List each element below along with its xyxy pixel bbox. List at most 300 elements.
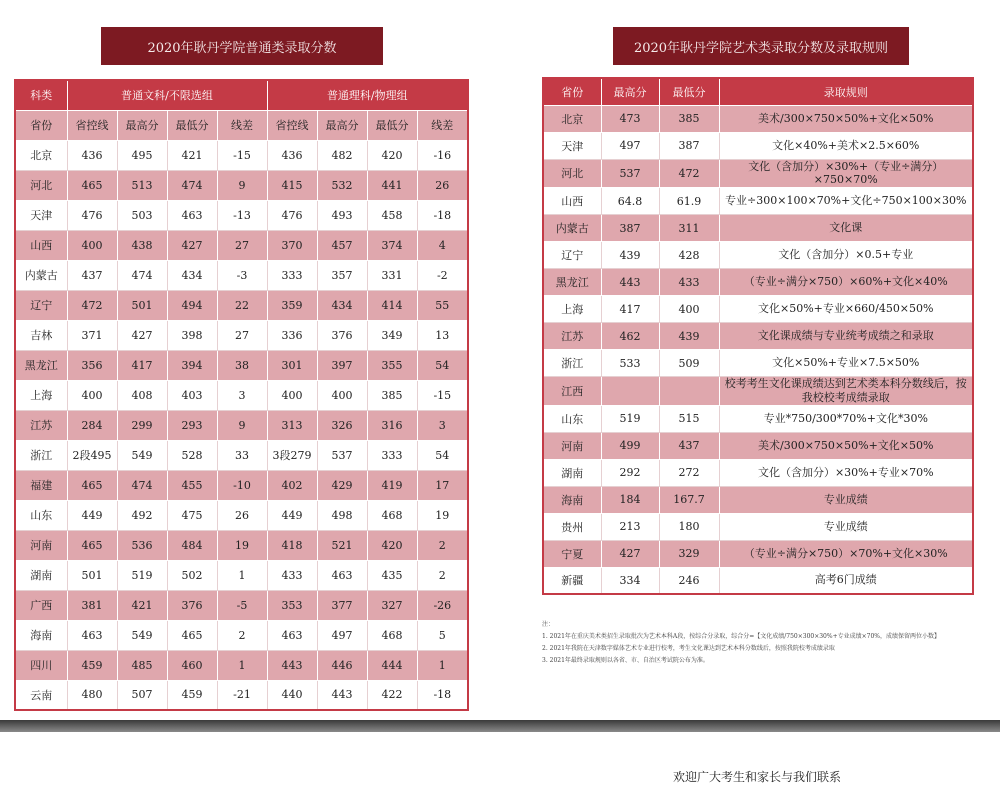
score-cell: 528 xyxy=(167,440,217,470)
province-cell: 浙江 xyxy=(15,440,67,470)
min-score-cell: 515 xyxy=(659,405,719,432)
province-cell: 江西 xyxy=(543,377,601,406)
score-cell: 55 xyxy=(417,290,468,320)
score-cell: 3 xyxy=(217,380,267,410)
score-cell: 402 xyxy=(267,470,317,500)
province-cell: 河南 xyxy=(543,432,601,459)
rule-cell: 文化（含加分）×30%+（专业÷满分）×750×70% xyxy=(719,159,973,188)
score-cell: 463 xyxy=(67,620,117,650)
rule-cell: 文化课成绩与专业统考成绩之和录取 xyxy=(719,323,973,350)
column-header-row xyxy=(15,110,468,140)
score-cell: 465 xyxy=(67,470,117,500)
category-header: 科类 xyxy=(15,80,67,110)
score-cell: 19 xyxy=(217,530,267,560)
rule-cell: 专业成绩 xyxy=(719,486,973,513)
score-cell: 400 xyxy=(317,380,367,410)
score-cell: 495 xyxy=(117,140,167,170)
score-cell: 441 xyxy=(367,170,417,200)
province-cell: 福建 xyxy=(15,470,67,500)
min-score-cell: 437 xyxy=(659,432,719,459)
score-cell: 482 xyxy=(317,140,367,170)
score-cell: 443 xyxy=(267,650,317,680)
score-cell: 327 xyxy=(367,590,417,620)
score-cell: 355 xyxy=(367,350,417,380)
score-cell: 465 xyxy=(67,170,117,200)
province-cell: 山东 xyxy=(543,405,601,432)
score-cell: 493 xyxy=(317,200,367,230)
max-score-cell: 184 xyxy=(601,486,659,513)
score-cell: 299 xyxy=(117,410,167,440)
left-title-banner xyxy=(101,27,383,65)
score-cell: 377 xyxy=(317,590,367,620)
column-header: 线差 xyxy=(417,110,468,140)
min-score-cell: 61.9 xyxy=(659,188,719,215)
table-row xyxy=(543,323,973,350)
score-cell: 419 xyxy=(367,470,417,500)
score-cell: 326 xyxy=(317,410,367,440)
score-cell: -26 xyxy=(417,590,468,620)
score-cell: 414 xyxy=(367,290,417,320)
max-score-cell: 439 xyxy=(601,242,659,269)
province-cell: 上海 xyxy=(15,380,67,410)
notes xyxy=(542,619,972,667)
score-cell: 443 xyxy=(317,680,367,710)
rule-cell: 文化课 xyxy=(719,215,973,242)
score-cell: 513 xyxy=(117,170,167,200)
min-score-cell: 167.7 xyxy=(659,486,719,513)
score-cell: 476 xyxy=(67,200,117,230)
score-cell: 463 xyxy=(267,620,317,650)
contact-footer: 欢迎广大考生和家长与我们联系 xyxy=(673,770,842,784)
table-row xyxy=(15,380,468,410)
score-cell: 440 xyxy=(267,680,317,710)
province-cell: 山西 xyxy=(15,230,67,260)
score-cell: 357 xyxy=(317,260,367,290)
province-cell: 天津 xyxy=(15,200,67,230)
province-cell: 内蒙古 xyxy=(543,215,601,242)
province-cell: 江苏 xyxy=(15,410,67,440)
column-header: 最低分 xyxy=(659,78,719,105)
score-cell: -16 xyxy=(417,140,468,170)
min-score-cell: 329 xyxy=(659,540,719,567)
score-cell: 537 xyxy=(317,440,367,470)
score-cell: 333 xyxy=(367,440,417,470)
score-cell: 501 xyxy=(67,560,117,590)
province-cell: 河南 xyxy=(15,530,67,560)
score-cell: 27 xyxy=(217,230,267,260)
table-row xyxy=(15,410,468,440)
table-row xyxy=(15,560,468,590)
score-cell: 376 xyxy=(317,320,367,350)
score-cell: -15 xyxy=(217,140,267,170)
table-row xyxy=(15,470,468,500)
max-score-cell: 499 xyxy=(601,432,659,459)
score-cell: 3段279 xyxy=(267,440,317,470)
province-cell: 上海 xyxy=(543,296,601,323)
score-cell: 449 xyxy=(267,500,317,530)
score-cell: 376 xyxy=(167,590,217,620)
score-cell: -3 xyxy=(217,260,267,290)
province-cell: 新疆 xyxy=(543,567,601,594)
column-header: 省控线 xyxy=(67,110,117,140)
province-cell: 湖南 xyxy=(15,560,67,590)
note-line: 1. 2021年在重庆美术类招生录取批次为艺术本科A段，按综合分录取，综合分=【文化成绩/750×300×30%+专业成绩×70%，成绩保留两位小数】 xyxy=(542,633,940,640)
score-cell: 316 xyxy=(367,410,417,440)
score-cell: 54 xyxy=(417,440,468,470)
score-cell: 359 xyxy=(267,290,317,320)
score-cell: 54 xyxy=(417,350,468,380)
min-score-cell: 311 xyxy=(659,215,719,242)
max-score-cell: 334 xyxy=(601,567,659,594)
score-cell: 468 xyxy=(367,620,417,650)
score-cell: 433 xyxy=(267,560,317,590)
province-cell: 湖南 xyxy=(543,459,601,486)
province-cell: 浙江 xyxy=(543,350,601,377)
max-score-cell: 537 xyxy=(601,159,659,188)
score-cell: -18 xyxy=(417,200,468,230)
group-header-row xyxy=(15,80,468,110)
score-cell: 420 xyxy=(367,530,417,560)
table-row xyxy=(15,680,468,710)
score-cell: 459 xyxy=(167,680,217,710)
score-cell: 427 xyxy=(167,230,217,260)
score-cell: 400 xyxy=(67,380,117,410)
score-cell: 494 xyxy=(167,290,217,320)
score-cell: 2 xyxy=(417,560,468,590)
max-score-cell: 497 xyxy=(601,132,659,159)
table-row xyxy=(543,513,973,540)
rule-cell: 专业*750/300*70%+文化*30% xyxy=(719,405,973,432)
table-row xyxy=(543,132,973,159)
score-cell: 502 xyxy=(167,560,217,590)
rule-cell: （专业÷满分×750）×60%+文化×40% xyxy=(719,269,973,296)
score-cell: 532 xyxy=(317,170,367,200)
score-cell: 349 xyxy=(367,320,417,350)
column-header: 最高分 xyxy=(601,78,659,105)
score-cell: 331 xyxy=(367,260,417,290)
table-row xyxy=(15,620,468,650)
score-cell: 498 xyxy=(317,500,367,530)
max-score-cell: 519 xyxy=(601,405,659,432)
note-line: 2. 2021年我院在天津数字媒体艺术专业进行校考，考生文化课达到艺术本科分数线后，按照我院校考成绩录取 xyxy=(542,645,835,652)
score-cell: 460 xyxy=(167,650,217,680)
note-line: 3. 2021年最终录取规则以各省、市、自治区考试院公布为准。 xyxy=(542,657,709,664)
score-cell: 26 xyxy=(417,170,468,200)
score-cell: 474 xyxy=(117,260,167,290)
min-score-cell: 387 xyxy=(659,132,719,159)
province-cell: 海南 xyxy=(543,486,601,513)
score-cell: 497 xyxy=(317,620,367,650)
province-cell: 辽宁 xyxy=(543,242,601,269)
max-score-cell: 417 xyxy=(601,296,659,323)
score-cell: 22 xyxy=(217,290,267,320)
score-cell: 397 xyxy=(317,350,367,380)
score-cell: 13 xyxy=(417,320,468,350)
province-cell: 山东 xyxy=(15,500,67,530)
score-cell: 353 xyxy=(267,590,317,620)
score-cell: 400 xyxy=(267,380,317,410)
liberal-arts-group-header: 普通文科/不限选组 xyxy=(67,80,267,110)
score-cell: 472 xyxy=(67,290,117,320)
province-cell: 内蒙古 xyxy=(15,260,67,290)
rule-cell: 专业成绩 xyxy=(719,513,973,540)
score-cell: 356 xyxy=(67,350,117,380)
score-cell: 1 xyxy=(417,650,468,680)
score-cell: 437 xyxy=(67,260,117,290)
rule-cell: 美术/300×750×50%+文化×50% xyxy=(719,432,973,459)
min-score-cell: 272 xyxy=(659,459,719,486)
max-score-cell xyxy=(601,377,659,406)
score-cell: 503 xyxy=(117,200,167,230)
province-cell: 江苏 xyxy=(543,323,601,350)
score-cell: 446 xyxy=(317,650,367,680)
score-cell: 408 xyxy=(117,380,167,410)
score-cell: 9 xyxy=(217,410,267,440)
table-row xyxy=(543,269,973,296)
province-cell: 贵州 xyxy=(543,513,601,540)
score-cell: 313 xyxy=(267,410,317,440)
min-score-cell: 433 xyxy=(659,269,719,296)
province-cell: 海南 xyxy=(15,620,67,650)
score-cell: 381 xyxy=(67,590,117,620)
column-header: 省份 xyxy=(15,110,67,140)
score-cell: 465 xyxy=(167,620,217,650)
rule-cell: 文化（含加分）×30%+专业×70% xyxy=(719,459,973,486)
table-row xyxy=(543,459,973,486)
province-cell: 四川 xyxy=(15,650,67,680)
column-header: 省份 xyxy=(543,78,601,105)
table-row xyxy=(543,215,973,242)
score-cell: 536 xyxy=(117,530,167,560)
min-score-cell: 428 xyxy=(659,242,719,269)
table-row xyxy=(543,159,973,188)
table-row xyxy=(543,188,973,215)
province-cell: 黑龙江 xyxy=(15,350,67,380)
score-cell: 429 xyxy=(317,470,367,500)
score-cell: 374 xyxy=(367,230,417,260)
score-cell: 38 xyxy=(217,350,267,380)
table-row xyxy=(15,140,468,170)
score-cell: -21 xyxy=(217,680,267,710)
score-cell: 480 xyxy=(67,680,117,710)
score-cell: 385 xyxy=(367,380,417,410)
score-cell: -13 xyxy=(217,200,267,230)
min-score-cell: 385 xyxy=(659,105,719,132)
score-cell: 26 xyxy=(217,500,267,530)
score-cell: 434 xyxy=(167,260,217,290)
province-cell: 云南 xyxy=(15,680,67,710)
score-cell: 4 xyxy=(417,230,468,260)
score-cell: 484 xyxy=(167,530,217,560)
score-cell: 449 xyxy=(67,500,117,530)
table-row xyxy=(15,530,468,560)
score-cell: 474 xyxy=(117,470,167,500)
table-row xyxy=(543,405,973,432)
province-cell: 河北 xyxy=(543,159,601,188)
max-score-cell: 473 xyxy=(601,105,659,132)
table-row xyxy=(543,540,973,567)
score-cell: -18 xyxy=(417,680,468,710)
footer-divider-bar xyxy=(0,720,1000,732)
score-cell: 1 xyxy=(217,560,267,590)
score-cell: 284 xyxy=(67,410,117,440)
score-cell: 549 xyxy=(117,440,167,470)
score-cell: 420 xyxy=(367,140,417,170)
score-cell: 549 xyxy=(117,620,167,650)
score-cell: 27 xyxy=(217,320,267,350)
score-cell: -15 xyxy=(417,380,468,410)
score-cell: 468 xyxy=(367,500,417,530)
max-score-cell: 427 xyxy=(601,540,659,567)
score-cell: 492 xyxy=(117,500,167,530)
rule-cell: 专业÷300×100×70%+文化÷750×100×30% xyxy=(719,188,973,215)
table-row xyxy=(543,567,973,594)
score-cell: 398 xyxy=(167,320,217,350)
score-cell: 2 xyxy=(417,530,468,560)
rule-cell: 文化×40%+美术×2.5×60% xyxy=(719,132,973,159)
score-cell: 400 xyxy=(67,230,117,260)
column-header: 录取规则 xyxy=(719,78,973,105)
table-row xyxy=(15,440,468,470)
score-cell: 455 xyxy=(167,470,217,500)
min-score-cell: 439 xyxy=(659,323,719,350)
max-score-cell: 292 xyxy=(601,459,659,486)
score-cell: 519 xyxy=(117,560,167,590)
score-cell: 434 xyxy=(317,290,367,320)
art-header-row xyxy=(543,78,973,105)
table-row xyxy=(15,650,468,680)
province-cell: 辽宁 xyxy=(15,290,67,320)
score-cell: 459 xyxy=(67,650,117,680)
table-row xyxy=(15,350,468,380)
score-cell: 421 xyxy=(167,140,217,170)
note-line: 注： xyxy=(542,621,555,628)
score-cell: 421 xyxy=(117,590,167,620)
rule-cell: 文化（含加分）×0.5+专业 xyxy=(719,242,973,269)
column-header: 省控线 xyxy=(267,110,317,140)
table-row xyxy=(543,432,973,459)
score-cell: 463 xyxy=(167,200,217,230)
score-cell: 33 xyxy=(217,440,267,470)
score-cell: 394 xyxy=(167,350,217,380)
score-cell: 444 xyxy=(367,650,417,680)
province-cell: 北京 xyxy=(543,105,601,132)
table-row xyxy=(15,500,468,530)
max-score-cell: 64.8 xyxy=(601,188,659,215)
left-title: 2020年耿丹学院普通类录取分数 xyxy=(147,40,337,56)
score-cell: 427 xyxy=(117,320,167,350)
score-cell: 19 xyxy=(417,500,468,530)
score-cell: 301 xyxy=(267,350,317,380)
rule-cell: 校考考生文化课成绩达到艺术类本科分数线后，按我校校考成绩录取 xyxy=(719,377,973,406)
table-row xyxy=(543,296,973,323)
column-header: 最高分 xyxy=(317,110,367,140)
max-score-cell: 533 xyxy=(601,350,659,377)
table-row xyxy=(543,242,973,269)
score-cell: 415 xyxy=(267,170,317,200)
table-row xyxy=(15,590,468,620)
general-admission-table xyxy=(14,79,469,711)
score-cell: 435 xyxy=(367,560,417,590)
score-cell: -2 xyxy=(417,260,468,290)
score-cell: 457 xyxy=(317,230,367,260)
score-cell: 438 xyxy=(117,230,167,260)
rule-cell: （专业÷满分×750）×70%+文化×30% xyxy=(719,540,973,567)
science-group-header: 普通理科/物理组 xyxy=(267,80,468,110)
table-row xyxy=(543,105,973,132)
table-row xyxy=(15,290,468,320)
score-cell: 17 xyxy=(417,470,468,500)
table-row xyxy=(15,260,468,290)
score-cell: 507 xyxy=(117,680,167,710)
min-score-cell: 246 xyxy=(659,567,719,594)
rule-cell: 文化×50%+专业×660/450×50% xyxy=(719,296,973,323)
score-cell: 463 xyxy=(317,560,367,590)
score-cell: 418 xyxy=(267,530,317,560)
score-cell: 436 xyxy=(267,140,317,170)
table-row xyxy=(543,350,973,377)
score-cell: 422 xyxy=(367,680,417,710)
right-title: 2020年耿丹学院艺术类录取分数及录取规则 xyxy=(633,40,889,56)
score-cell: -5 xyxy=(217,590,267,620)
province-cell: 河北 xyxy=(15,170,67,200)
right-title-banner xyxy=(613,27,909,65)
score-cell: 436 xyxy=(67,140,117,170)
score-cell: 2段495 xyxy=(67,440,117,470)
max-score-cell: 213 xyxy=(601,513,659,540)
rule-cell: 美术/300×750×50%+文化×50% xyxy=(719,105,973,132)
min-score-cell: 180 xyxy=(659,513,719,540)
score-cell: 417 xyxy=(117,350,167,380)
table-row xyxy=(15,230,468,260)
table-row xyxy=(15,320,468,350)
score-cell: 485 xyxy=(117,650,167,680)
province-cell: 黑龙江 xyxy=(543,269,601,296)
score-cell: 521 xyxy=(317,530,367,560)
score-cell: -10 xyxy=(217,470,267,500)
max-score-cell: 387 xyxy=(601,215,659,242)
table-row xyxy=(543,377,973,406)
score-cell: 9 xyxy=(217,170,267,200)
score-cell: 458 xyxy=(367,200,417,230)
table-row xyxy=(15,170,468,200)
province-cell: 山西 xyxy=(543,188,601,215)
province-cell: 宁夏 xyxy=(543,540,601,567)
max-score-cell: 443 xyxy=(601,269,659,296)
score-cell: 336 xyxy=(267,320,317,350)
rule-cell: 文化×50%+专业×7.5×50% xyxy=(719,350,973,377)
min-score-cell: 472 xyxy=(659,159,719,188)
score-cell: 370 xyxy=(267,230,317,260)
score-cell: 475 xyxy=(167,500,217,530)
max-score-cell: 462 xyxy=(601,323,659,350)
min-score-cell: 509 xyxy=(659,350,719,377)
score-cell: 1 xyxy=(217,650,267,680)
score-cell: 2 xyxy=(217,620,267,650)
rule-cell: 高考6门成绩 xyxy=(719,567,973,594)
province-cell: 北京 xyxy=(15,140,67,170)
score-cell: 371 xyxy=(67,320,117,350)
column-header: 最低分 xyxy=(367,110,417,140)
province-cell: 吉林 xyxy=(15,320,67,350)
score-cell: 465 xyxy=(67,530,117,560)
table-row xyxy=(543,486,973,513)
table-row xyxy=(15,200,468,230)
province-cell: 天津 xyxy=(543,132,601,159)
column-header: 最高分 xyxy=(117,110,167,140)
score-cell: 333 xyxy=(267,260,317,290)
score-cell: 501 xyxy=(117,290,167,320)
